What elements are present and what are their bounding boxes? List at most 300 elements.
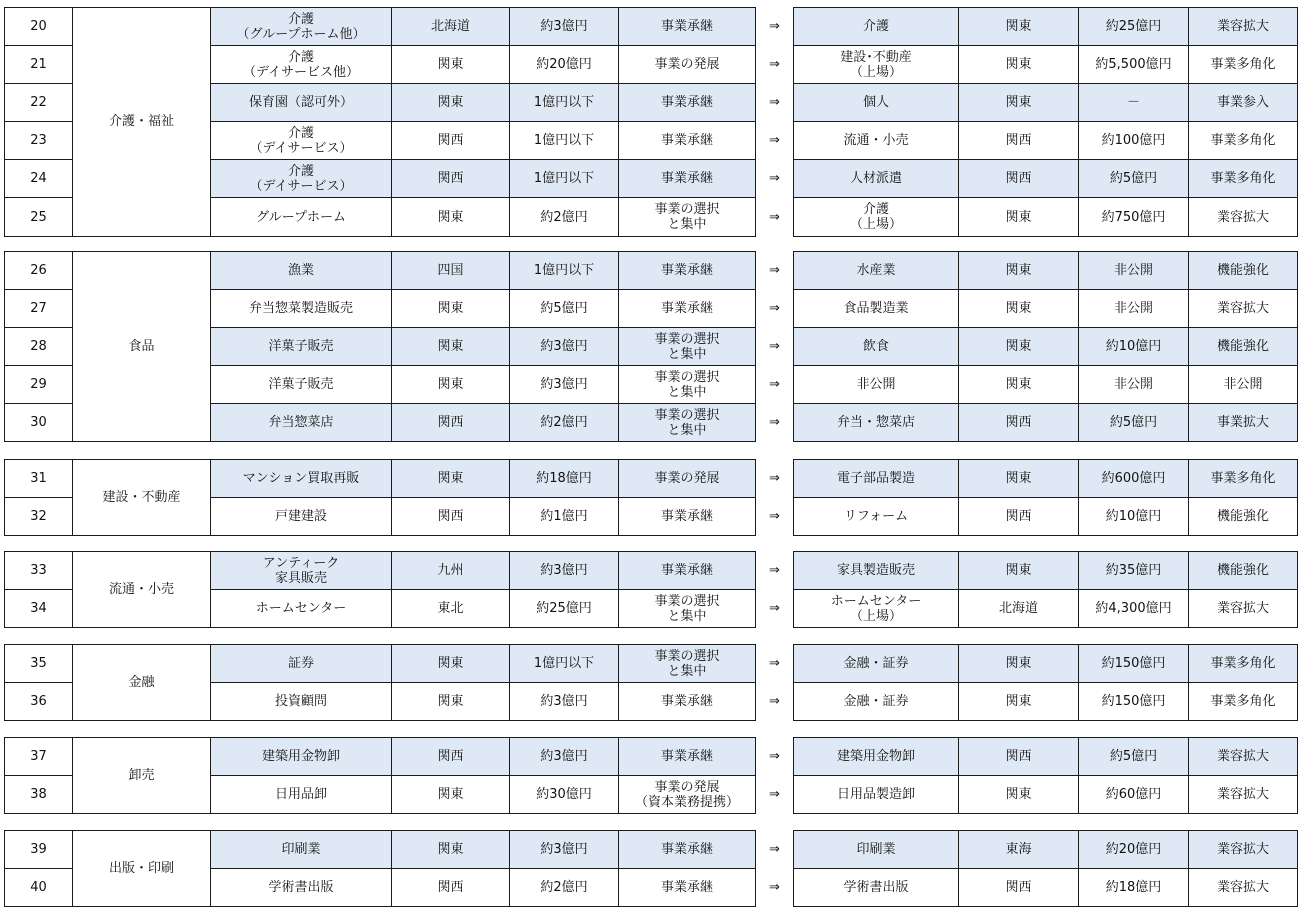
seller-revenue-cell xyxy=(510,738,619,776)
purpose-cell xyxy=(619,683,756,721)
seller-region-cell xyxy=(392,404,510,442)
buyer-business-cell-text: 印刷業 xyxy=(856,842,896,858)
purpose-cell xyxy=(619,198,756,236)
buyer-region-cell-text: 関西 xyxy=(1005,133,1032,149)
arrow-icon-text: ⇒ xyxy=(769,509,780,525)
buyer-business-cell-text: 個人 xyxy=(862,95,889,111)
arrow-icon-text: ⇒ xyxy=(769,842,780,858)
buyer-region-cell-text: 関東 xyxy=(1005,787,1032,803)
buyer-region-cell xyxy=(959,252,1079,290)
buyer-purpose-cell xyxy=(1189,552,1298,590)
buyer-purpose-cell xyxy=(1189,366,1298,404)
purpose-cell-text: 事業承継 xyxy=(660,263,713,279)
seller-region-cell xyxy=(392,160,510,198)
seller-region-cell xyxy=(392,460,510,498)
seller-region-cell-text: 関西 xyxy=(437,171,464,187)
purpose-cell-text: 事業の発展 （資本業務提携） xyxy=(634,779,739,810)
buyer-region-cell-text: 関東 xyxy=(1005,471,1032,487)
purpose-cell-text: 事業承継 xyxy=(660,563,713,579)
seller-region-cell-text: 関東 xyxy=(437,57,464,73)
table-row xyxy=(5,738,1298,776)
seller-region-cell-text: 四国 xyxy=(437,263,464,279)
arrow-icon-text: ⇒ xyxy=(769,209,780,225)
row-number-cell xyxy=(5,198,73,236)
seller-business-cell-text: 建築用金物卸 xyxy=(261,749,340,765)
buyer-revenue-cell-text: 約5億円 xyxy=(1109,415,1158,431)
arrow-icon xyxy=(756,869,794,907)
buyer-business-cell xyxy=(794,552,959,590)
seller-revenue-cell xyxy=(510,831,619,869)
buyer-business-cell-text: 流通・小売 xyxy=(843,133,909,149)
seller-business-cell xyxy=(211,590,392,628)
seller-revenue-cell-text: 1億円以下 xyxy=(533,656,595,672)
arrow-icon-text: ⇒ xyxy=(769,601,780,617)
seller-revenue-cell xyxy=(510,160,619,198)
buyer-purpose-cell-text: 業容拡大 xyxy=(1216,301,1269,317)
seller-region-cell xyxy=(392,738,510,776)
buyer-purpose-cell-text: 機能強化 xyxy=(1216,509,1269,525)
row-number-cell-text: 38 xyxy=(30,787,47,803)
seller-region-cell xyxy=(392,590,510,628)
buyer-purpose-cell xyxy=(1189,46,1298,84)
seller-revenue-cell xyxy=(510,869,619,907)
buyer-purpose-cell-text: 業容拡大 xyxy=(1216,787,1269,803)
deal-table xyxy=(4,737,1298,814)
buyer-business-cell-text: 建築用金物卸 xyxy=(836,749,915,765)
row-number-cell xyxy=(5,460,73,498)
purpose-cell xyxy=(619,366,756,404)
buyer-region-cell-text: 関東 xyxy=(1005,563,1032,579)
seller-business-cell xyxy=(211,366,392,404)
row-number-cell-text: 29 xyxy=(30,377,47,393)
arrow-icon-text: ⇒ xyxy=(769,133,780,149)
arrow-icon-text: ⇒ xyxy=(769,880,780,896)
seller-region-cell-text: 東北 xyxy=(437,601,464,617)
seller-region-cell xyxy=(392,8,510,46)
purpose-cell xyxy=(619,8,756,46)
seller-region-cell-text: 関西 xyxy=(437,880,464,896)
buyer-business-cell-text: 飲食 xyxy=(862,339,889,355)
buyer-business-cell xyxy=(794,460,959,498)
deal-table xyxy=(4,644,1298,721)
buyer-revenue-cell xyxy=(1079,46,1189,84)
buyer-revenue-cell-text: 約5億円 xyxy=(1109,171,1158,187)
buyer-business-cell-text: 建設･不動産 （上場） xyxy=(840,49,912,80)
buyer-region-cell-text: 関東 xyxy=(1005,57,1032,73)
arrow-icon xyxy=(756,366,794,404)
arrow-icon xyxy=(756,498,794,536)
seller-region-cell-text: 関西 xyxy=(437,415,464,431)
row-number-cell xyxy=(5,290,73,328)
row-number-cell xyxy=(5,590,73,628)
buyer-business-cell xyxy=(794,160,959,198)
purpose-cell xyxy=(619,252,756,290)
arrow-icon-text: ⇒ xyxy=(769,787,780,803)
seller-revenue-cell-text: 1億円以下 xyxy=(533,263,595,279)
seller-region-cell xyxy=(392,683,510,721)
seller-revenue-cell xyxy=(510,328,619,366)
seller-business-cell-text: 戸建建設 xyxy=(274,509,327,525)
buyer-purpose-cell xyxy=(1189,776,1298,814)
purpose-cell-text: 事業承継 xyxy=(660,509,713,525)
buyer-purpose-cell-text: 業容拡大 xyxy=(1216,19,1269,35)
purpose-cell xyxy=(619,869,756,907)
seller-revenue-cell xyxy=(510,252,619,290)
buyer-region-cell-text: 関東 xyxy=(1005,301,1032,317)
seller-region-cell xyxy=(392,366,510,404)
buyer-purpose-cell-text: 事業多角化 xyxy=(1210,656,1276,672)
buyer-region-cell xyxy=(959,46,1079,84)
purpose-cell xyxy=(619,460,756,498)
row-number-cell-text: 36 xyxy=(30,694,47,710)
buyer-revenue-cell xyxy=(1079,252,1189,290)
seller-business-cell-text: 日用品卸 xyxy=(274,787,327,803)
buyer-purpose-cell xyxy=(1189,160,1298,198)
category-cell-text: 建設・不動産 xyxy=(102,490,181,506)
seller-region-cell xyxy=(392,252,510,290)
seller-revenue-cell-text: 約20億円 xyxy=(536,57,592,73)
purpose-cell xyxy=(619,84,756,122)
arrow-icon-text: ⇒ xyxy=(769,263,780,279)
arrow-icon-text: ⇒ xyxy=(769,57,780,73)
seller-region-cell-text: 関東 xyxy=(437,377,464,393)
buyer-region-cell xyxy=(959,776,1079,814)
seller-business-cell xyxy=(211,46,392,84)
buyer-revenue-cell xyxy=(1079,645,1189,683)
buyer-purpose-cell xyxy=(1189,122,1298,160)
purpose-cell xyxy=(619,404,756,442)
seller-region-cell-text: 関東 xyxy=(437,656,464,672)
seller-revenue-cell-text: 約18億円 xyxy=(536,471,592,487)
table-row xyxy=(5,831,1298,869)
seller-revenue-cell xyxy=(510,498,619,536)
buyer-revenue-cell-text: 約60億円 xyxy=(1105,787,1162,803)
seller-region-cell xyxy=(392,46,510,84)
row-number-cell-text: 37 xyxy=(30,749,47,765)
buyer-purpose-cell-text: 業容拡大 xyxy=(1216,209,1269,225)
buyer-purpose-cell-text: 業容拡大 xyxy=(1216,880,1269,896)
purpose-cell-text: 事業の選択 と集中 xyxy=(654,331,720,362)
row-number-cell-text: 35 xyxy=(30,656,47,672)
buyer-region-cell xyxy=(959,8,1079,46)
purpose-cell-text: 事業承継 xyxy=(660,842,713,858)
category-cell xyxy=(73,252,211,442)
arrow-icon-text: ⇒ xyxy=(769,339,780,355)
purpose-cell-text: 事業の選択 と集中 xyxy=(654,202,720,233)
seller-business-cell xyxy=(211,328,392,366)
row-number-cell-text: 34 xyxy=(30,601,47,617)
seller-region-cell-text: 関西 xyxy=(437,749,464,765)
buyer-purpose-cell-text: 機能強化 xyxy=(1216,563,1269,579)
buyer-region-cell xyxy=(959,590,1079,628)
arrow-icon-text: ⇒ xyxy=(769,19,780,35)
buyer-business-cell xyxy=(794,122,959,160)
purpose-cell xyxy=(619,645,756,683)
seller-region-cell xyxy=(392,552,510,590)
seller-revenue-cell xyxy=(510,776,619,814)
arrow-icon-text: ⇒ xyxy=(769,656,780,672)
row-number-cell xyxy=(5,8,73,46)
buyer-region-cell-text: 東海 xyxy=(1005,842,1032,858)
buyer-region-cell xyxy=(959,498,1079,536)
seller-region-cell-text: 関東 xyxy=(437,209,464,225)
buyer-revenue-cell xyxy=(1079,869,1189,907)
buyer-business-cell xyxy=(794,869,959,907)
seller-region-cell-text: 関東 xyxy=(437,339,464,355)
seller-region-cell xyxy=(392,122,510,160)
purpose-cell-text: 事業の選択 と集中 xyxy=(654,407,720,438)
buyer-purpose-cell-text: 業容拡大 xyxy=(1216,749,1269,765)
arrow-icon xyxy=(756,328,794,366)
arrow-icon-text: ⇒ xyxy=(769,415,780,431)
buyer-region-cell xyxy=(959,645,1079,683)
row-number-cell xyxy=(5,252,73,290)
category-cell xyxy=(73,460,211,536)
purpose-cell xyxy=(619,498,756,536)
seller-revenue-cell-text: 約3億円 xyxy=(540,694,588,710)
table-row xyxy=(5,252,1298,290)
row-number-cell-text: 40 xyxy=(30,880,47,896)
purpose-cell xyxy=(619,738,756,776)
seller-revenue-cell-text: 約5億円 xyxy=(540,301,588,317)
seller-revenue-cell-text: 約3億円 xyxy=(540,19,588,35)
buyer-revenue-cell xyxy=(1079,683,1189,721)
seller-revenue-cell-text: 1億円以下 xyxy=(533,171,595,187)
purpose-cell-text: 事業承継 xyxy=(660,95,713,111)
purpose-cell-text: 事業承継 xyxy=(660,694,713,710)
arrow-icon xyxy=(756,460,794,498)
seller-revenue-cell xyxy=(510,645,619,683)
arrow-icon xyxy=(756,831,794,869)
purpose-cell-text: 事業承継 xyxy=(660,749,713,765)
seller-business-cell xyxy=(211,831,392,869)
buyer-purpose-cell xyxy=(1189,738,1298,776)
buyer-purpose-cell xyxy=(1189,328,1298,366)
buyer-revenue-cell xyxy=(1079,404,1189,442)
buyer-purpose-cell xyxy=(1189,683,1298,721)
seller-business-cell xyxy=(211,683,392,721)
arrow-icon xyxy=(756,683,794,721)
seller-business-cell-text: グループホーム xyxy=(256,209,346,225)
buyer-business-cell-text: 人材派遣 xyxy=(849,171,902,187)
category-cell xyxy=(73,552,211,628)
buyer-business-cell xyxy=(794,8,959,46)
buyer-purpose-cell-text: 機能強化 xyxy=(1216,339,1269,355)
row-number-cell xyxy=(5,366,73,404)
buyer-business-cell xyxy=(794,645,959,683)
seller-revenue-cell-text: 1億円以下 xyxy=(533,95,595,111)
seller-business-cell xyxy=(211,869,392,907)
buyer-revenue-cell-text: 約20億円 xyxy=(1105,842,1162,858)
buyer-region-cell-text: 関東 xyxy=(1005,694,1032,710)
purpose-cell xyxy=(619,290,756,328)
deal-table xyxy=(4,7,1298,237)
seller-region-cell xyxy=(392,328,510,366)
row-number-cell-text: 27 xyxy=(30,301,47,317)
seller-business-cell-text: 介護 （デイサービス他） xyxy=(242,49,360,80)
category-cell xyxy=(73,8,211,237)
seller-region-cell-text: 関西 xyxy=(437,509,464,525)
buyer-business-cell-text: 電子部品製造 xyxy=(836,471,915,487)
buyer-region-cell xyxy=(959,198,1079,236)
buyer-business-cell-text: 介護 （上場） xyxy=(849,202,902,233)
purpose-cell-text: 事業承継 xyxy=(660,19,713,35)
purpose-cell xyxy=(619,552,756,590)
seller-revenue-cell-text: 約3億円 xyxy=(540,749,588,765)
category-cell-text: 流通・小売 xyxy=(108,582,174,598)
buyer-region-cell-text: 関西 xyxy=(1005,509,1032,525)
seller-business-cell-text: 介護 （デイサービス） xyxy=(249,163,353,194)
buyer-revenue-cell xyxy=(1079,122,1189,160)
buyer-business-cell xyxy=(794,776,959,814)
buyer-business-cell xyxy=(794,328,959,366)
buyer-region-cell xyxy=(959,84,1079,122)
seller-revenue-cell xyxy=(510,683,619,721)
seller-revenue-cell xyxy=(510,404,619,442)
row-number-cell-text: 21 xyxy=(30,57,47,73)
row-number-cell-text: 28 xyxy=(30,339,47,355)
buyer-business-cell xyxy=(794,366,959,404)
seller-revenue-cell xyxy=(510,198,619,236)
seller-revenue-cell-text: 約3億円 xyxy=(540,563,588,579)
row-number-cell xyxy=(5,683,73,721)
arrow-icon xyxy=(756,8,794,46)
buyer-purpose-cell xyxy=(1189,590,1298,628)
buyer-business-cell-text: ホームセンター （上場） xyxy=(830,593,922,624)
seller-business-cell xyxy=(211,122,392,160)
buyer-purpose-cell xyxy=(1189,831,1298,869)
buyer-revenue-cell xyxy=(1079,552,1189,590)
seller-region-cell-text: 関東 xyxy=(437,842,464,858)
row-number-cell xyxy=(5,84,73,122)
buyer-purpose-cell-text: 事業拡大 xyxy=(1216,415,1269,431)
buyer-region-cell xyxy=(959,552,1079,590)
buyer-business-cell-text: 日用品製造卸 xyxy=(836,787,915,803)
seller-business-cell xyxy=(211,252,392,290)
seller-business-cell xyxy=(211,498,392,536)
seller-revenue-cell xyxy=(510,290,619,328)
arrow-icon xyxy=(756,776,794,814)
buyer-revenue-cell-text: 約25億円 xyxy=(1105,19,1162,35)
buyer-business-cell-text: リフォーム xyxy=(843,509,909,525)
buyer-region-cell-text: 関東 xyxy=(1005,209,1032,225)
buyer-purpose-cell xyxy=(1189,404,1298,442)
row-number-cell xyxy=(5,738,73,776)
category-cell-text: 卸売 xyxy=(128,768,155,784)
arrow-icon xyxy=(756,738,794,776)
category-cell xyxy=(73,738,211,814)
deal-table xyxy=(4,551,1298,628)
seller-business-cell-text: 弁当惣菜店 xyxy=(268,415,334,431)
arrow-icon-text: ⇒ xyxy=(769,694,780,710)
row-number-cell-text: 31 xyxy=(30,471,47,487)
buyer-revenue-cell xyxy=(1079,776,1189,814)
seller-revenue-cell-text: 約2億円 xyxy=(540,880,588,896)
arrow-icon-text: ⇒ xyxy=(769,749,780,765)
arrow-icon xyxy=(756,46,794,84)
buyer-business-cell-text: 弁当・惣菜店 xyxy=(836,415,915,431)
buyer-business-cell xyxy=(794,252,959,290)
seller-region-cell-text: 関東 xyxy=(437,471,464,487)
seller-revenue-cell-text: 約3億円 xyxy=(540,377,588,393)
arrow-icon xyxy=(756,252,794,290)
row-number-cell xyxy=(5,869,73,907)
seller-business-cell-text: ホームセンター xyxy=(255,601,347,617)
buyer-revenue-cell-text: 約10億円 xyxy=(1105,509,1162,525)
buyer-region-cell xyxy=(959,404,1079,442)
row-number-cell xyxy=(5,404,73,442)
row-number-cell xyxy=(5,46,73,84)
buyer-region-cell xyxy=(959,328,1079,366)
arrow-icon-text: ⇒ xyxy=(769,171,780,187)
buyer-purpose-cell xyxy=(1189,84,1298,122)
buyer-region-cell-text: 関東 xyxy=(1005,339,1032,355)
seller-revenue-cell xyxy=(510,590,619,628)
buyer-region-cell-text: 関西 xyxy=(1005,171,1032,187)
buyer-business-cell-text: 家具製造販売 xyxy=(836,563,915,579)
purpose-cell xyxy=(619,776,756,814)
purpose-cell xyxy=(619,46,756,84)
arrow-icon-text: ⇒ xyxy=(769,301,780,317)
buyer-revenue-cell xyxy=(1079,498,1189,536)
row-number-cell xyxy=(5,328,73,366)
buyer-revenue-cell xyxy=(1079,366,1189,404)
purpose-cell-text: 事業の発展 xyxy=(654,57,720,73)
seller-business-cell-text: 洋菓子販売 xyxy=(268,339,334,355)
arrow-icon xyxy=(756,645,794,683)
category-cell-text: 介護・福祉 xyxy=(108,114,174,130)
purpose-cell-text: 事業の発展 xyxy=(654,471,720,487)
seller-revenue-cell xyxy=(510,8,619,46)
seller-region-cell xyxy=(392,776,510,814)
seller-revenue-cell-text: 約2億円 xyxy=(540,415,588,431)
buyer-purpose-cell xyxy=(1189,645,1298,683)
seller-region-cell-text: 関西 xyxy=(437,133,464,149)
buyer-purpose-cell-text: 事業多角化 xyxy=(1210,171,1276,187)
purpose-cell-text: 事業承継 xyxy=(660,301,713,317)
seller-business-cell-text: 漁業 xyxy=(287,263,314,279)
seller-revenue-cell xyxy=(510,122,619,160)
buyer-business-cell xyxy=(794,84,959,122)
buyer-purpose-cell xyxy=(1189,8,1298,46)
seller-revenue-cell xyxy=(510,84,619,122)
deal-table xyxy=(4,459,1298,536)
row-number-cell-text: 23 xyxy=(30,133,47,149)
buyer-purpose-cell xyxy=(1189,869,1298,907)
arrow-icon xyxy=(756,122,794,160)
buyer-region-cell xyxy=(959,831,1079,869)
seller-business-cell-text: 印刷業 xyxy=(281,842,321,858)
seller-business-cell-text: 投資顧問 xyxy=(274,694,327,710)
table-row xyxy=(5,8,1298,46)
buyer-purpose-cell-text: 事業多角化 xyxy=(1210,694,1276,710)
buyer-region-cell-text: 関東 xyxy=(1005,263,1032,279)
buyer-revenue-cell-text: 約5,500億円 xyxy=(1095,57,1172,73)
row-number-cell xyxy=(5,160,73,198)
seller-region-cell xyxy=(392,84,510,122)
category-cell xyxy=(73,645,211,721)
arrow-icon-text: ⇒ xyxy=(769,95,780,111)
buyer-purpose-cell xyxy=(1189,252,1298,290)
buyer-revenue-cell-text: 約150億円 xyxy=(1101,694,1166,710)
row-number-cell xyxy=(5,552,73,590)
buyer-region-cell xyxy=(959,683,1079,721)
buyer-region-cell-text: 関東 xyxy=(1005,95,1032,111)
buyer-business-cell-text: 金融・証券 xyxy=(843,694,909,710)
row-number-cell-text: 39 xyxy=(30,842,47,858)
seller-revenue-cell-text: 約30億円 xyxy=(536,787,592,803)
seller-revenue-cell xyxy=(510,46,619,84)
